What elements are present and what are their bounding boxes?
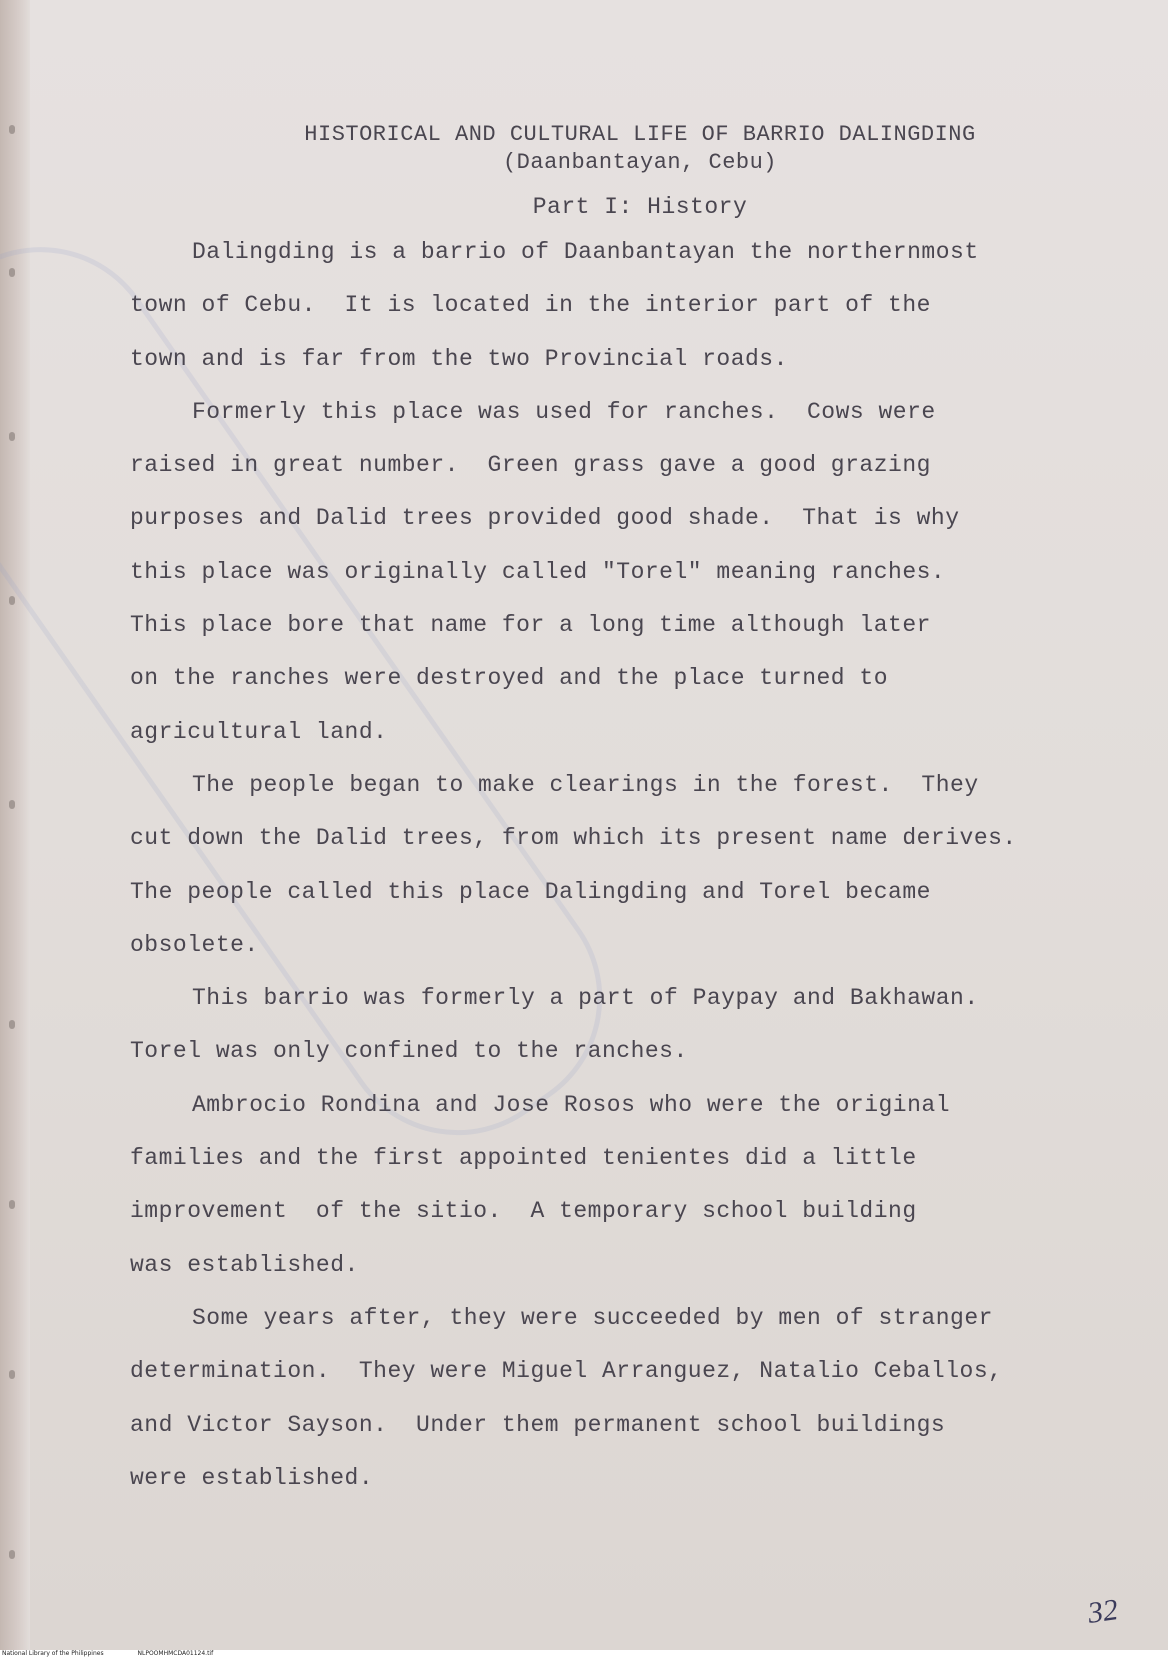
binding-hole — [9, 1370, 15, 1379]
paragraph — [130, 386, 1120, 759]
text-line: The people called this place Dalingding and Torel became — [130, 878, 931, 905]
text-line: determination. They were Miguel Arranguez, Natalio Ceballos, — [130, 1358, 1003, 1385]
text-line: was established. — [130, 1251, 359, 1278]
binding-hole — [9, 1020, 15, 1029]
document-subtitle: (Daanbantayan, Cebu) — [502, 150, 778, 175]
paragraphs — [130, 226, 1120, 1505]
binding-hole — [9, 1200, 15, 1209]
part-heading: Part I: History — [532, 194, 748, 220]
text-line: on the ranches were destroyed and the place turned to — [130, 665, 889, 692]
text-line: This place bore that name for a long time although later — [130, 612, 931, 639]
binding-hole — [9, 800, 15, 809]
text-line: agricultural land. — [130, 718, 388, 745]
text-line: town and is far from the two Provincial roads. — [130, 345, 788, 372]
text-line: obsolete. — [130, 931, 259, 958]
text-line: this place was originally called "Torel" meaning ranches. — [130, 558, 946, 585]
text-line: were established. — [130, 1464, 374, 1491]
text-line: improvement of the sitio. A temporary school building — [130, 1198, 917, 1225]
text-line: The people began to make clearings in the forest. They — [192, 771, 979, 798]
paragraph — [130, 226, 1120, 386]
text-line: raised in great number. Green grass gave a good grazing — [130, 452, 931, 479]
text-line: purposes and Dalid trees provided good shade. That is why — [130, 505, 960, 532]
text-line: Dalingding is a barrio of Daanbantayan the northernmost — [192, 239, 979, 265]
binding-hole — [9, 596, 15, 605]
typed-text-body — [130, 120, 1120, 1505]
paragraph — [130, 972, 1120, 1079]
binding-hole — [9, 125, 15, 134]
text-line: town of Cebu. It is located in the interior part of the — [130, 292, 931, 319]
file-id: NLPOOMHMCDA01124.tif — [137, 1650, 214, 1657]
text-line: Formerly this place was used for ranches. Cows were — [192, 398, 936, 425]
paragraph — [130, 1292, 1120, 1505]
document-title: HISTORICAL AND CULTURAL LIFE OF BARRIO DALINGDING — [304, 122, 976, 147]
handwritten-page-number: 32 — [1085, 1593, 1121, 1630]
text-line: and Victor Sayson. Under them permanent school buildings — [130, 1411, 946, 1438]
text-line: cut down the Dalid trees, from which its present name derives. — [130, 825, 1017, 852]
library-credit: National Library of the Philippines — [2, 1650, 104, 1657]
paragraph — [130, 759, 1120, 972]
binding-hole — [9, 1550, 15, 1559]
text-line: Some years after, they were succeeded by men of stranger — [192, 1304, 993, 1331]
scan-footer — [0, 1650, 1168, 1658]
text-line: Ambrocio Rondina and Jose Rosos who were the original — [192, 1091, 951, 1118]
text-line: Torel was only confined to the ranches. — [130, 1038, 688, 1065]
text-line: This barrio was formerly a part of Paypay and Bakhawan. — [192, 985, 979, 1012]
paragraph — [130, 1079, 1120, 1292]
text-line: families and the first appointed tenientes did a little — [130, 1145, 917, 1172]
